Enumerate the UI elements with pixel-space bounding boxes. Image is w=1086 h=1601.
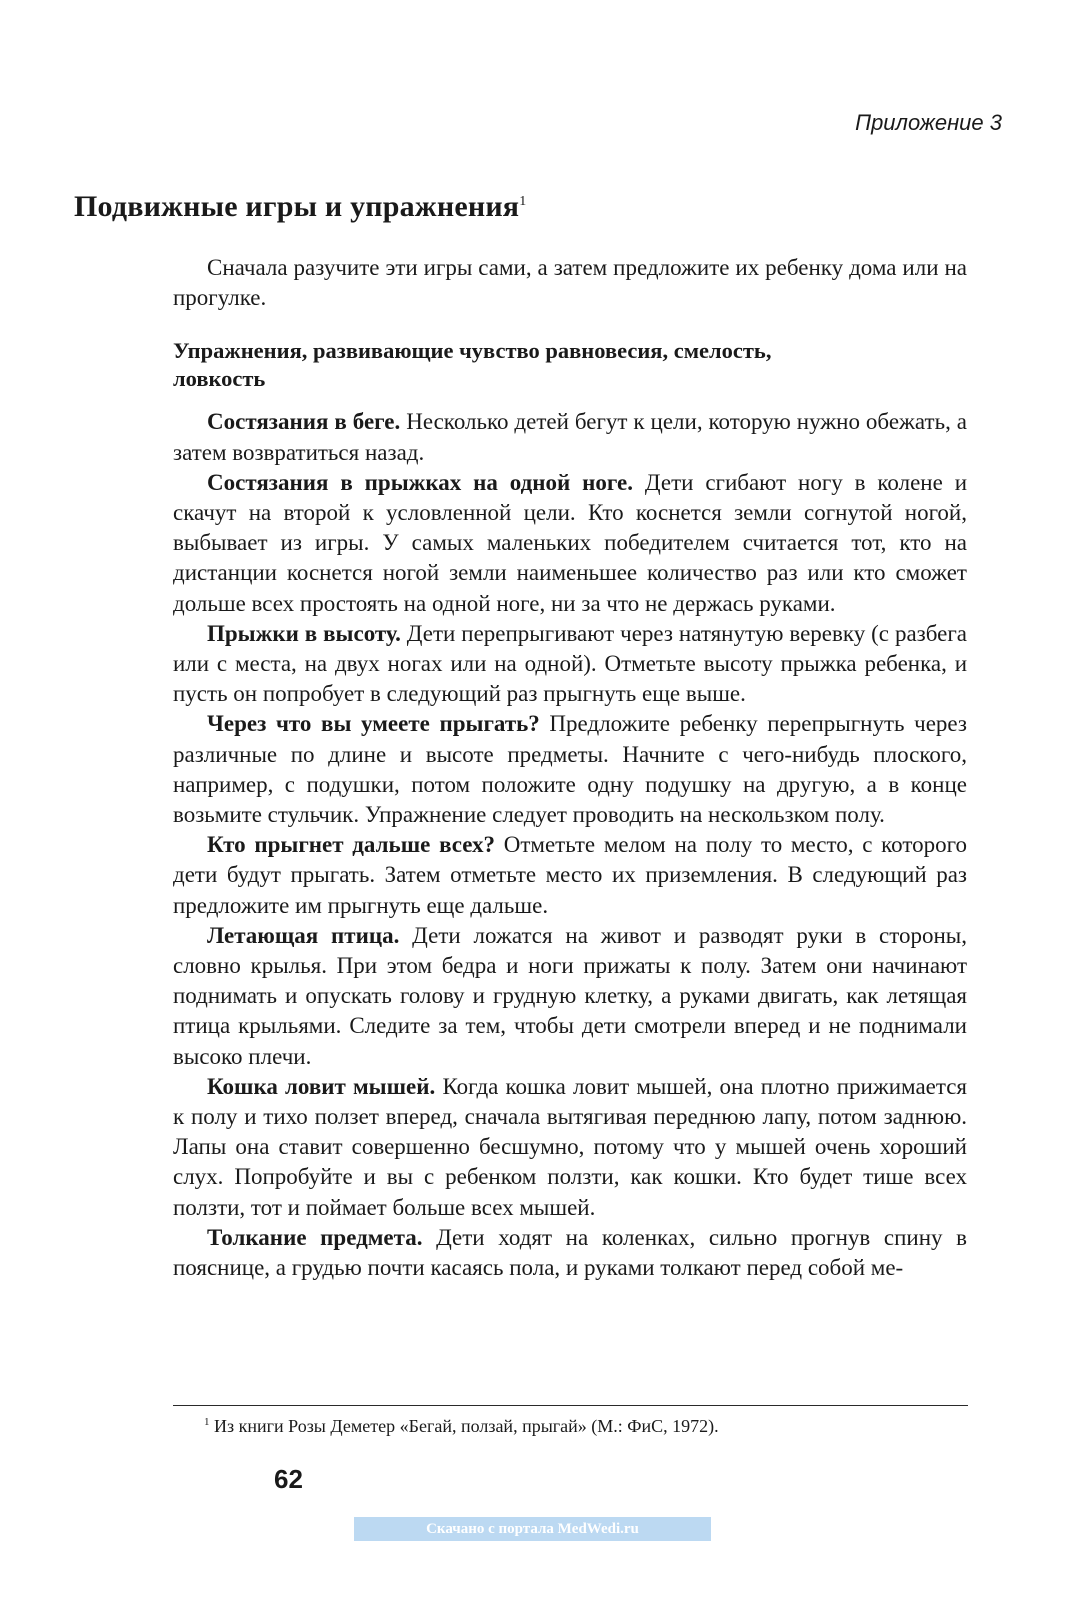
exercise-title: Толкание предмета. [207, 1224, 423, 1250]
exercise-paragraph [173, 407, 967, 467]
exercise-text: Несколько детей бегут к цели, которую нужно обежать, а затем возвратиться назад. [173, 409, 967, 465]
chapter-title-text: Подвижные игры и упражнения [74, 190, 520, 223]
chapter-title [74, 190, 526, 224]
watermark-banner: Скачано с портала MedWedi.ru [354, 1517, 711, 1541]
exercise-text: Отметьте мелом на полу то место, с которого дети будут прыгать. Затем отметьте место их приземления. В следующий раз предложите им прыгнуть еще дальше. [173, 832, 967, 918]
exercise-paragraph [173, 921, 967, 1072]
exercise-text: Предложите ребенку перепрыгнуть через различные по длине и высоте предметы. Начните с чего-нибудь плоского, например, с подушки, потом положите одну подушку на другую, а в конце возьмите стульчик. Упражнение следует проводить на нескользком полу. [173, 711, 967, 828]
footnote-text: Из книги Розы Деметер «Бегай, ползай, прыгай» (М.: ФиС, 1972). [209, 1416, 719, 1436]
footnote [204, 1410, 719, 1438]
exercise-title: Состязания в беге. [207, 409, 401, 435]
page-number: 62 [274, 1464, 303, 1494]
exercise-title: Состязания в прыжках на одной ноге. [207, 469, 633, 495]
exercise-title: Кошка ловит мышей. [207, 1073, 436, 1099]
exercise-title: Кто прыгнет дальше всех? [207, 832, 496, 858]
intro-paragraph: Сначала разучите эти игры сами, а затем предложите их ребенку дома или на прогулке. [173, 255, 967, 311]
exercise-text: Дети перепрыгивают через натянутую веревку (с разбега или с места, на двух ногах или на одной). Отметьте высоту прыжка ребенка, и пусть он попробует в следующий раз прыгнуть еще выше. [173, 620, 967, 707]
section-heading: Упражнения, развивающие чувство равновесия, смелость, ловкость [173, 338, 772, 392]
exercise-paragraph [173, 468, 967, 619]
exercise-title: Летающая птица. [207, 922, 400, 948]
exercise-text: Дети ходят на коленках, сильно прогнув спину в пояснице, а грудью почти касаясь пола, и руками толкают перед собой ме- [173, 1224, 968, 1281]
exercise-paragraph [173, 1223, 967, 1283]
exercise-paragraph [173, 830, 967, 921]
footnote-mark: 1 [204, 1416, 210, 1428]
footnote-reference: 1 [519, 194, 527, 209]
exercise-title: Через что вы умеете прыгать? [207, 711, 540, 737]
footnote-divider [173, 1405, 968, 1406]
exercise-text: Когда кошка ловит мышей, она плотно прижимается к полу и тихо ползет вперед, сначала вытягивая переднюю лапу, потом заднюю. Лапы она ставит совершенно бесшумно, потому что у мышей очень хороший слух. Попробуйте и вы с ребенком ползти, как кошки. Кто будет тише всех ползти, тот и поймает больше всех мышей. [173, 1073, 967, 1220]
exercise-text: Дети сгибают ногу в колене и скачут на второй к условленной цели. Кто коснется земли согнутой ногой, выбывает из игры. У самых маленьких победителем считается тот, кто на дистанции коснется ногой земли наименьшее количество раз или кто сможет дольше всех простоять на одной ноге, ни за что не держась руками. [173, 469, 967, 616]
page-body [173, 253, 967, 1283]
exercise-paragraph [173, 619, 967, 710]
running-header: Приложение 3 [855, 110, 1002, 135]
exercise-title: Прыжки в высоту. [207, 620, 401, 646]
exercise-paragraph [173, 709, 967, 830]
exercise-paragraph [173, 1072, 967, 1223]
exercise-text: Дети ложатся на живот и разводят руки в стороны, словно крылья. При этом бедра и ноги прижаты к полу. Затем они начинают поднимать и опускать голову и грудную клетку, а руками двигать, как летящая птица крыльями. Следите за тем, чтобы дети смотрели вперед и не поднимали высоко плечи. [173, 922, 968, 1069]
